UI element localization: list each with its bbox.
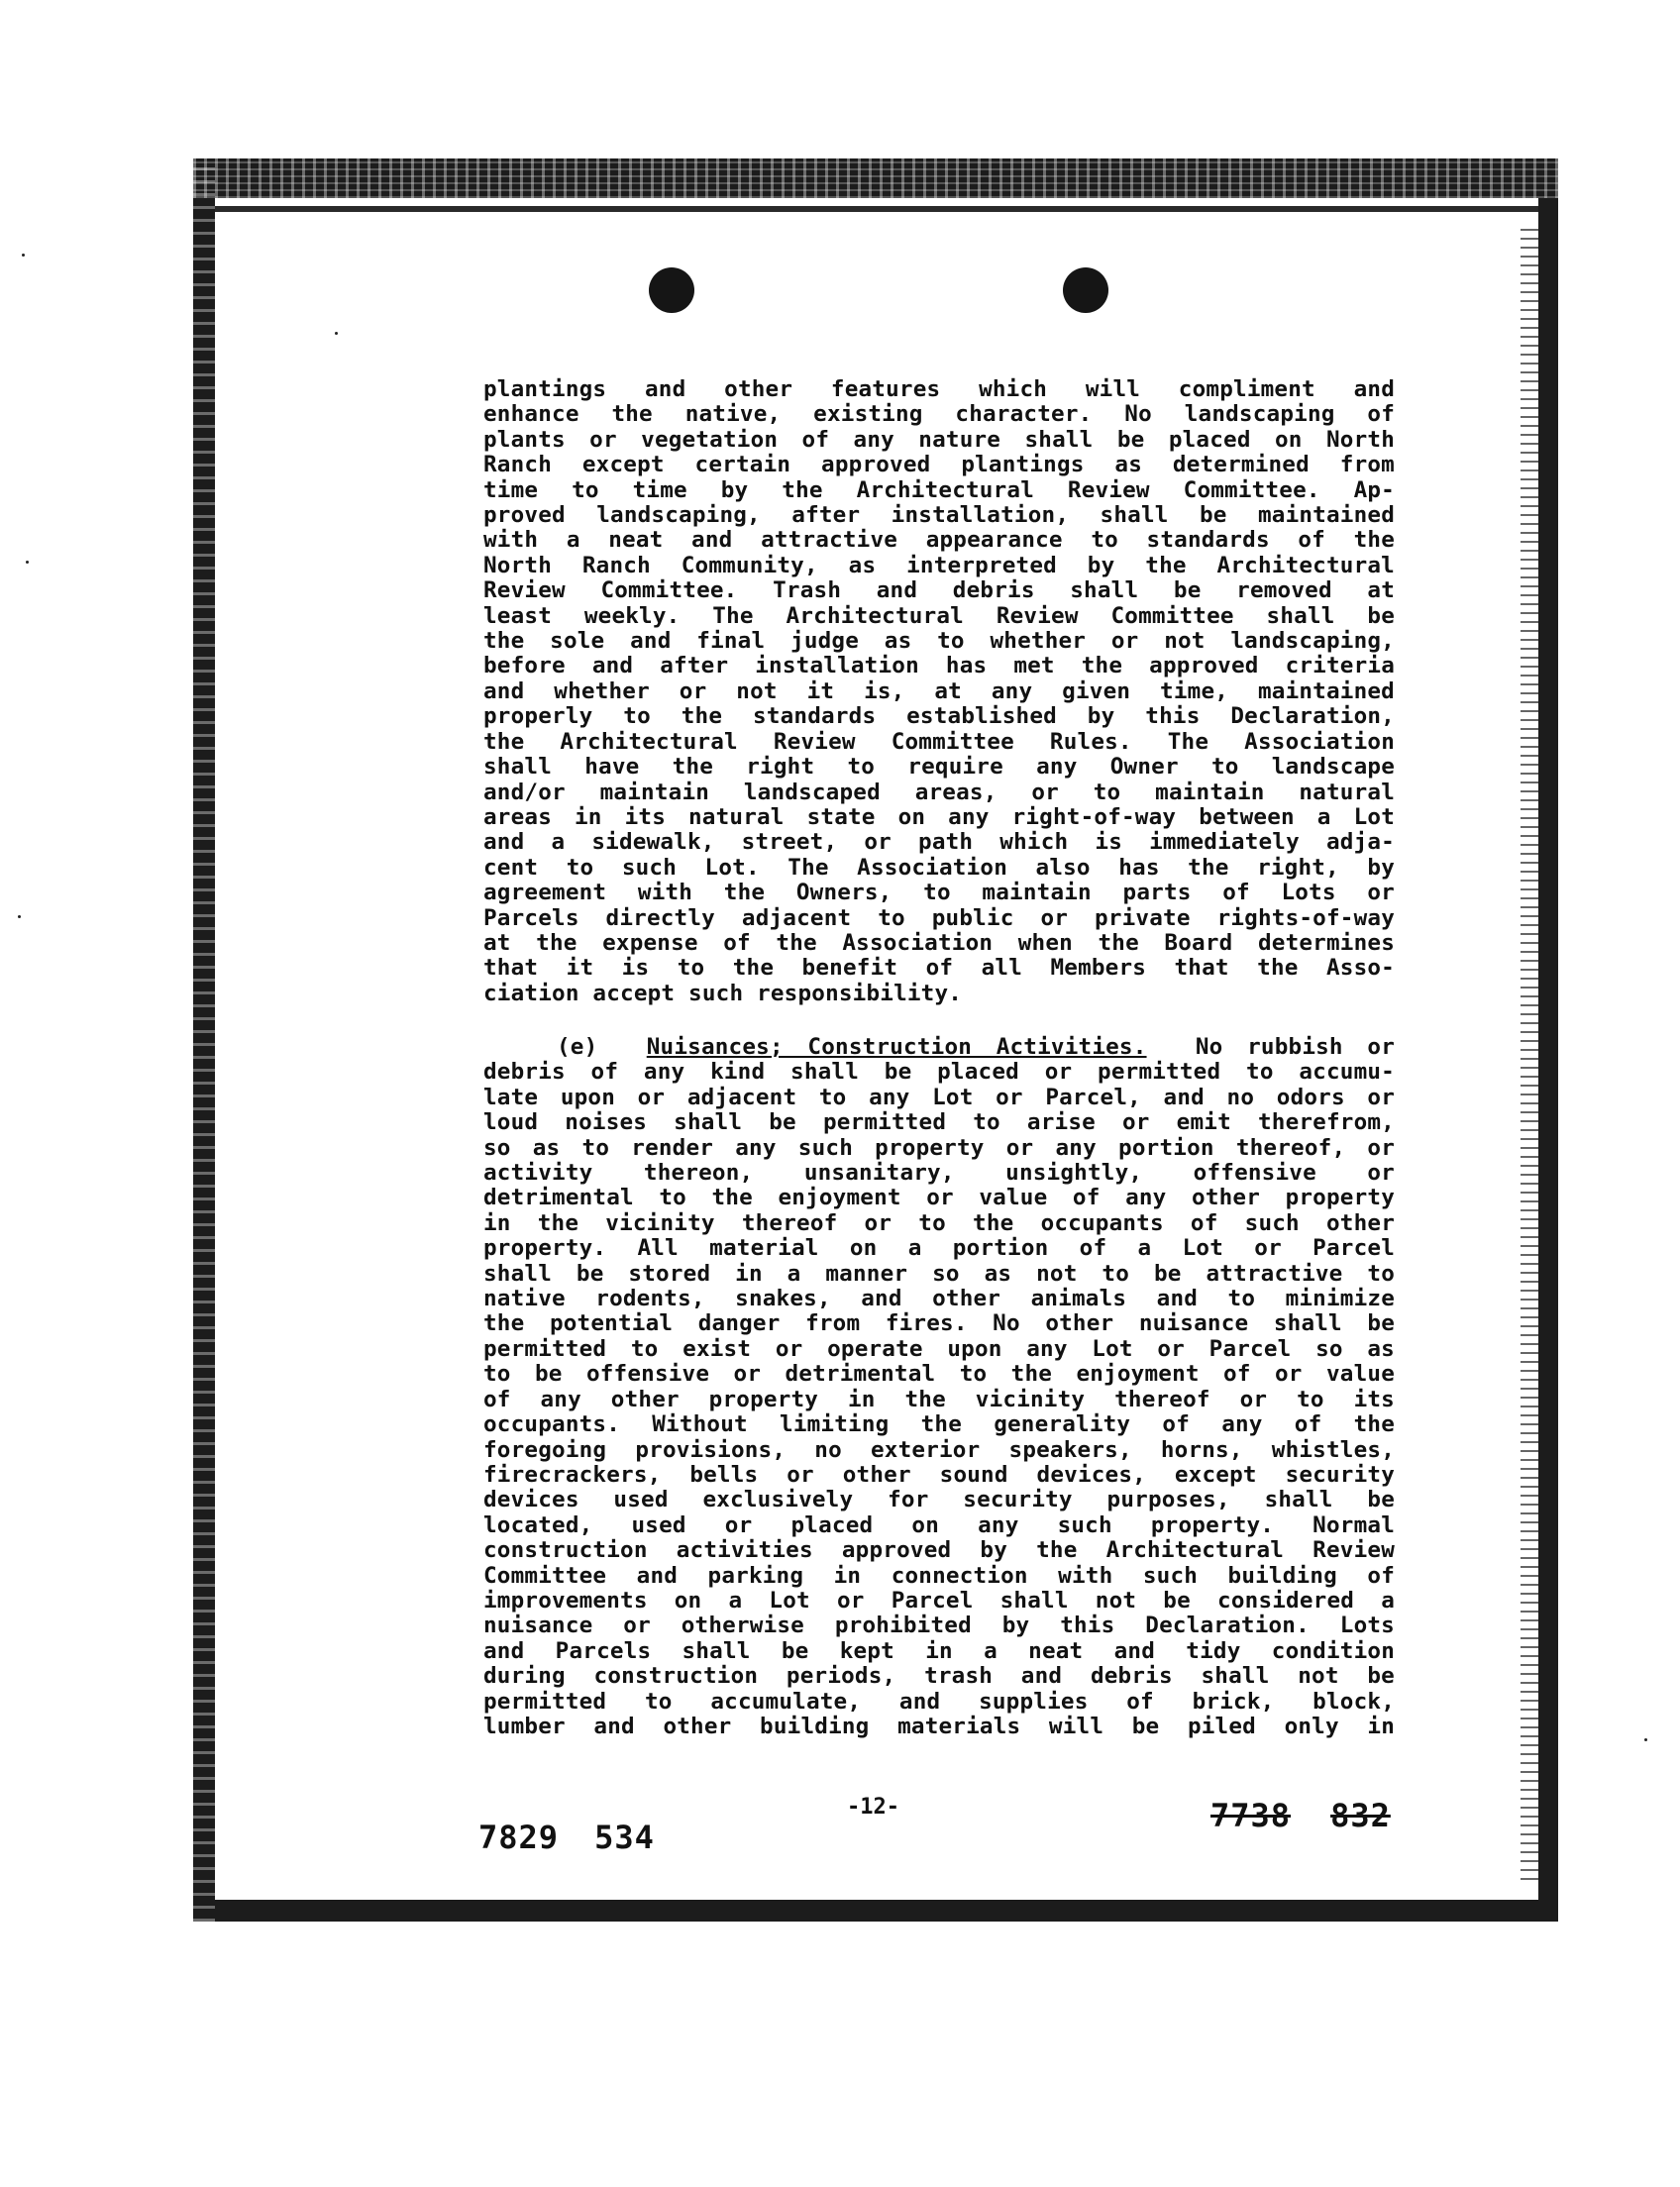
binder-hole-right [1063,267,1108,313]
paragraph-nuisances-line: of any other property in the vicinity thereof or to its [483,1386,1395,1412]
paragraph-nuisances-line: activity thereon, unsanitary, unsightly, offensive or [483,1160,1395,1187]
paragraph-landscaping-line: with a neat and attractive appearance to standards of the [483,527,1395,554]
paragraph-landscaping-line: properly to the standards established by this Declaration, [483,703,1395,730]
paragraph-landscaping-line: that it is to the benefit of all Members that the Asso- [483,955,1395,982]
paragraph-nuisances-line: in the vicinity thereof or to the occupants of such other [483,1209,1395,1236]
paragraph-nuisances-line: located, used or placed on any such property. Normal [483,1511,1395,1538]
right-edge-noise [1521,228,1538,1880]
paragraph-landscaping-line: and a sidewalk, street, or path which is immediately adja- [483,829,1395,856]
page-number: -12- [847,1795,899,1820]
paragraph-nuisances-line: property. All material on a portion of a Lot or Parcel [483,1235,1395,1262]
paragraph-landscaping-line: areas in its natural state on any right-of-way between a Lot [483,803,1395,830]
struck-page-reference: 832 [1330,1797,1391,1834]
section-e-label: (e) [557,1034,598,1060]
page-reference: 534 [594,1819,655,1856]
paragraph-nuisances-line: Committee and parking in connection with such building of [483,1562,1395,1589]
paragraph-landscaping-line: shall have the right to require any Owner to landscape [483,754,1395,781]
paragraph-landscaping-line: the sole and final judge as to whether or not landscaping, [483,628,1395,655]
paragraph-landscaping-line: least weekly. The Architectural Review Committee shall be [483,602,1395,629]
paragraph-landscaping-line: plantings and other features which will compliment and [483,376,1395,402]
paragraph-nuisances-line: late upon or adjacent to any Lot or Parcel, and no odors or [483,1084,1395,1110]
paragraph-landscaping-line: and whether or not it is, at any given time, maintained [483,677,1395,704]
paragraph-nuisances-line: occupants. Without limiting the generality of any of the [483,1411,1395,1438]
paragraph-landscaping-line: before and after installation has met the approved criteria [483,653,1395,679]
paragraph-nuisances-line: nuisance or otherwise prohibited by this Declaration. Lots [483,1613,1395,1639]
paragraph-landscaping-line: ciation accept such responsibility. [483,980,963,1006]
paragraph-landscaping-line: and/or maintain landscaped areas, or to maintain natural [483,779,1395,805]
paragraph-nuisances-line: detrimental to the enjoyment or value of any other property [483,1185,1395,1211]
paragraph-nuisances-line: devices used exclusively for security purposes, shall be [483,1487,1395,1513]
paragraph-nuisances-line: during construction periods, trash and debris shall not be [483,1663,1395,1690]
speck [26,561,29,564]
paragraph-landscaping-line: proved landscaping, after installation, shall be maintained [483,502,1395,529]
struck-recording-reference [1210,1797,1430,1834]
paragraph-landscaping-line: the Architectural Review Committee Rules. The Association [483,728,1395,755]
paragraph-nuisances-line: improvements on a Lot or Parcel shall not be considered a [483,1587,1395,1614]
struck-book-number: 7738 [1210,1797,1292,1834]
paragraph-landscaping-line: cent to such Lot. The Association also has the right, by [483,854,1395,881]
paragraph-nuisances-line: shall be stored in a manner so as not to be attractive to [483,1260,1395,1287]
paragraph-nuisances [483,1035,1395,1739]
paragraph-nuisances-line: lumber and other building materials will be piled only in [483,1713,1395,1739]
paragraph-nuisances-line: the potential danger from fires. No other nuisance shall be [483,1310,1395,1337]
paragraph-landscaping [483,377,1395,1006]
paragraph-landscaping-line: Ranch except certain approved plantings as determined from [483,452,1395,478]
paragraph-nuisances-line: to be offensive or detrimental to the enjoyment of or value [483,1361,1395,1388]
paragraph-landscaping-line: enhance the native, existing character. No landscaping of [483,401,1395,428]
binder-hole-left [649,267,694,313]
paragraph-nuisances-line: firecrackers, bells or other sound devices, except security [483,1461,1395,1488]
paragraph-landscaping-line: time to time by the Architectural Review Committee. Ap- [483,476,1395,503]
speck [22,254,25,257]
paragraph-landscaping-line: North Ranch Community, as interpreted by the Architectural [483,552,1395,578]
recording-reference [478,1819,690,1856]
paragraph-nuisances-line: loud noises shall be permitted to arise or emit therefrom, [483,1109,1395,1136]
speck [18,915,21,918]
paragraph-nuisances-line: native rodents, snakes, and other animals and to minimize [483,1286,1395,1312]
speck [1644,1738,1647,1741]
paragraph-landscaping-line: at the expense of the Association when the Board determines [483,929,1395,956]
paragraph-nuisances-line: and Parcels shall be kept in a neat and tidy condition [483,1637,1395,1664]
paragraph-landscaping-line: Parcels directly adjacent to public or private rights-of-way [483,904,1395,931]
paragraph-landscaping-line: Review Committee. Trash and debris shall be removed at [483,577,1395,604]
top-rule [215,206,1538,212]
paragraph-nuisances-line: permitted to accumulate, and supplies of brick, block, [483,1688,1395,1715]
paragraph-nuisances-line: debris of any kind shall be placed or permitted to accumu- [483,1059,1395,1086]
section-e-first-line-rest: No rubbish or [1195,1034,1395,1060]
paragraph-landscaping-line: plants or vegetation of any nature shall be placed on North [483,426,1395,453]
speck [335,332,338,335]
paragraph-nuisances-line: construction activities approved by the Architectural Review [483,1537,1395,1564]
section-e-heading: Nuisances; Construction Activities. [646,1034,1147,1060]
paragraph-nuisances-line: foregoing provisions, no exterior speakers, horns, whistles, [483,1436,1395,1463]
paragraph-landscaping-line: agreement with the Owners, to maintain parts of Lots or [483,880,1395,906]
paragraph-nuisances-line: permitted to exist or operate upon any Lot or Parcel so as [483,1335,1395,1362]
section-e-first-line [483,1035,1395,1060]
paragraph-nuisances-line: so as to render any such property or any portion thereof, or [483,1134,1395,1161]
book-number: 7829 [478,1819,560,1856]
